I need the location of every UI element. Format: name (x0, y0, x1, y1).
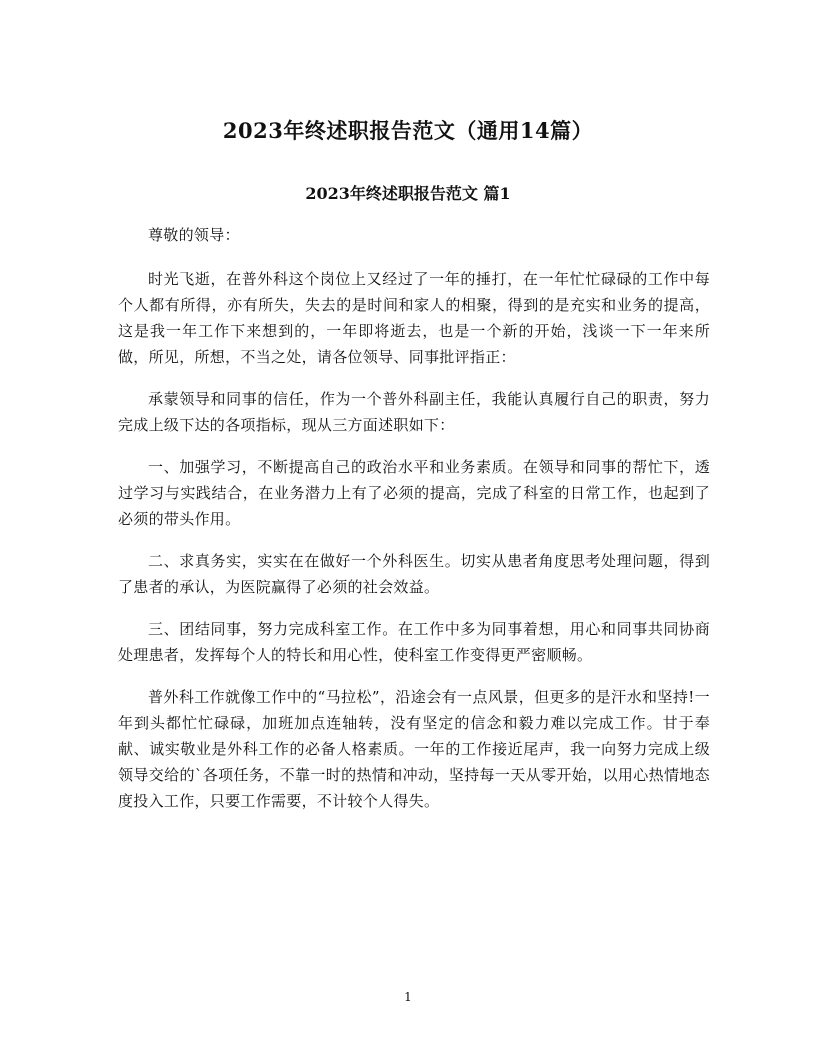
point-one-paragraph: 一、加强学习，不断提高自己的政治水平和业务素质。在领导和同事的帮忙下，透过学习与实践结合，在业务潜力上有了必须的提高，完成了科室的日常工作，也起到了必须的带头作用。 (118, 458, 710, 528)
salutation-paragraph: 尊敬的领导： (148, 226, 240, 244)
point-three-paragraph: 三、团结同事，努力完成科室工作。在工作中多为同事着想，用心和同事共同协商处理患者，发挥每个人的特长和用心性，使科室工作变得更严密顺畅。 (118, 620, 710, 664)
summary-paragraph: 承蒙领导和同事的信任，作为一个普外科副主任，我能认真履行自己的职责，努力完成上级下达的各项指标，现从三方面述职如下： (118, 390, 710, 434)
closing-paragraph: 普外科工作就像工作中的“马拉松”，沿途会有一点风景，但更多的是汗水和坚持!一年到头都忙忙碌碌，加班加点连轴转，没有坚定的信念和毅力难以完成工作。甘于奉献、诚实敬业是外科工作的必备人格素质。一年的工作接近尾声，我一向努力完成上级领导交给的`各项任务，不靠一时的热情和冲动，坚持每一天从零开始，以用心热情地态度投入工作，只要工作需要，不计较个人得失。 (118, 688, 710, 810)
document-title: 2023年终述职报告范文（通用14篇） (222, 118, 594, 143)
page-number: 1 (404, 990, 412, 1004)
section-heading: 2023年终述职报告范文 篇1 (305, 184, 511, 203)
point-two-paragraph: 二、求真务实，实实在在做好一个外科医生。切实从患者角度思考处理问题，得到了患者的承认，为医院赢得了必须的社会效益。 (118, 552, 710, 596)
intro-paragraph: 时光飞逝，在普外科这个岗位上又经过了一年的捶打，在一年忙忙碌碌的工作中每个人都有所得，亦有所失，失去的是时间和家人的相聚，得到的是充实和业务的提高，这是我一年工作下来想到的，一年即将逝去，也是一个新的开始，浅谈一下一年来所做，所见，所想，不当之处，请各位领导、同事批评指正： (118, 270, 710, 366)
document-body (118, 222, 710, 830)
